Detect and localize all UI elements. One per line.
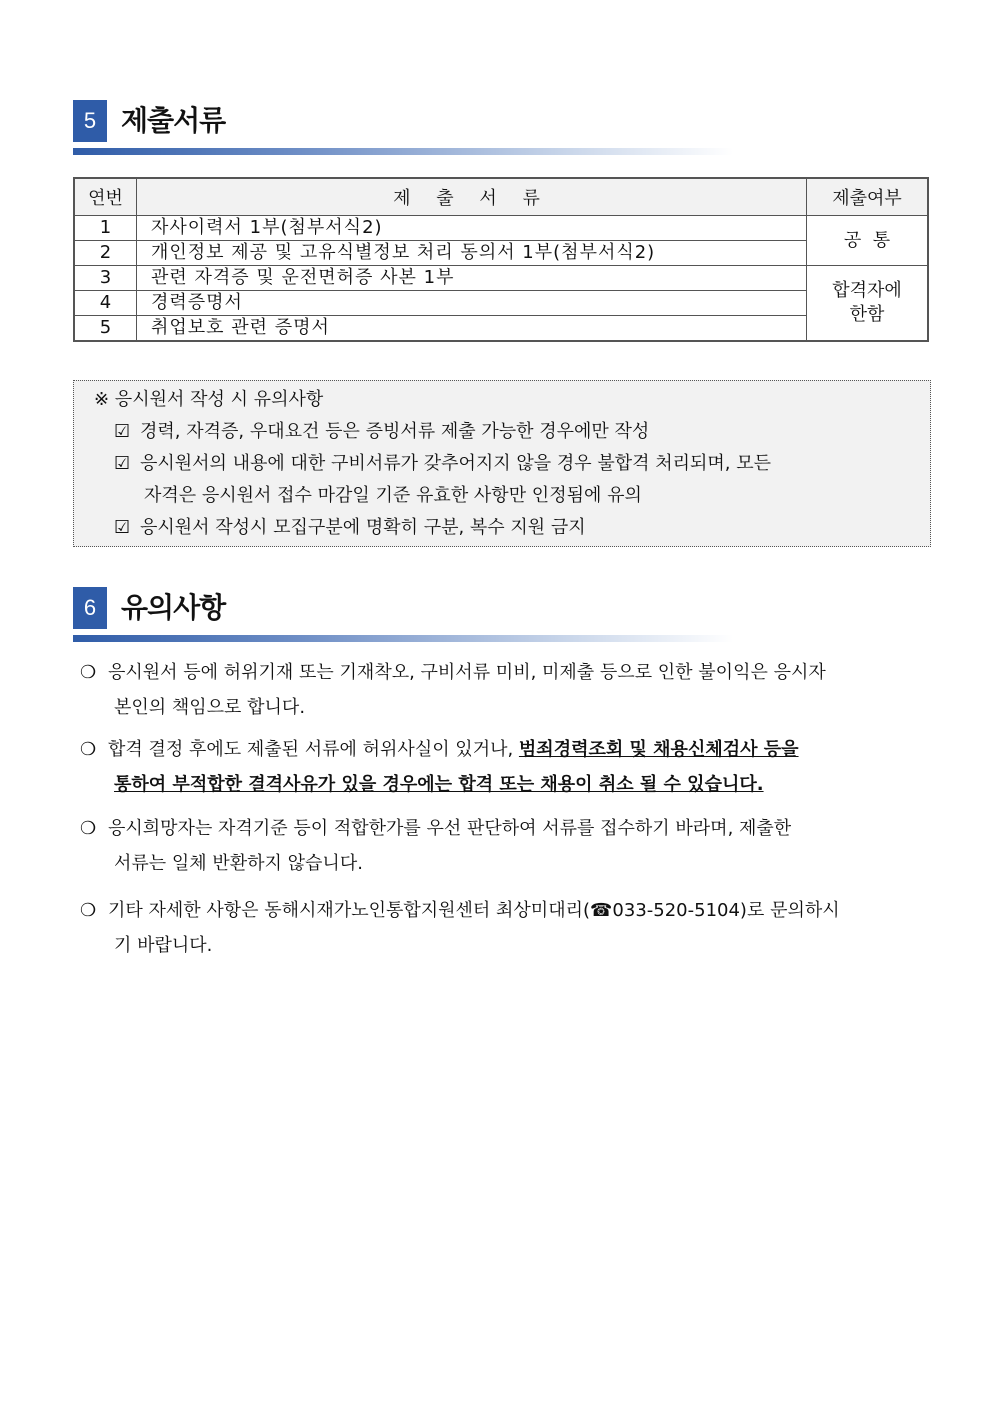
note-text: 기 바랍니다. [114,935,213,956]
note-item [80,732,925,802]
note-underlined-text: 범죄경력조회 및 채용신체검사 등을 [518,739,799,760]
note-text: 033-520-5104)로 문의하시 [612,900,840,921]
section-number: 5 [73,100,107,142]
note-text: 본인의 책임으로 합니다. [114,697,306,718]
circle-bullet-icon: ❍ [80,662,97,683]
circle-bullet-icon: ❍ [80,739,97,760]
note-item [80,811,925,881]
table-row [74,291,928,316]
row-doc: 취업보호 관련 증명서 [137,316,807,342]
submit-pass-line1: 합격자에 [832,280,902,301]
row-no: 5 [74,316,137,342]
phone-icon: ☎ [590,900,613,921]
section-title: 유의사항 [121,591,226,624]
row-doc: 자사이력서 1부(첨부서식2) [137,216,807,241]
header-no: 연번 [74,178,137,216]
section-title: 제출서류 [121,104,226,137]
row-doc: 관련 자격증 및 운전면허증 사본 1부 [137,266,807,291]
row-no: 4 [74,291,137,316]
table-row [74,241,928,266]
section-number: 6 [73,587,107,629]
table-row [74,216,928,241]
submit-pass-line2: 한함 [849,304,885,325]
notice-item-text: 경력, 자격증, 우대요건 등은 증빙서류 제출 가능한 경우에만 작성 [140,421,650,442]
section-underline [73,635,733,642]
note-item [80,655,925,725]
row-no: 3 [74,266,137,291]
submit-pass-only [807,266,929,342]
row-no: 1 [74,216,137,241]
row-no: 2 [74,241,137,266]
submit-common: 공 통 [807,216,929,266]
table-row [74,316,928,342]
documents-table [73,177,929,342]
notice-box [73,380,931,547]
note-underlined-text: 통하여 부적합한 결격사유가 있을 경우에는 합격 또는 채용이 취소 될 수 있습니다. [114,774,764,795]
note-text: 서류는 일체 반환하지 않습니다. [114,853,363,874]
checkbox-icon: ☑ [114,421,131,442]
note-item [80,893,925,963]
circle-bullet-icon: ❍ [80,900,97,921]
section-6-header [73,587,733,647]
notice-item [114,416,924,448]
circle-bullet-icon: ❍ [80,818,97,839]
table-row [74,266,928,291]
notice-title: ※ 응시원서 작성 시 유의사항 [94,389,324,410]
notice-item-continuation: 자격은 응시원서 접수 마감일 기준 유효한 사항만 인정됨에 유의 [144,485,642,506]
notice-item [114,448,924,480]
note-text: 응시원서 등에 허위기재 또는 기재착오, 구비서류 미비, 미제출 등으로 인한 불이익은 응시자 [108,662,826,683]
section-5-header [73,100,733,160]
header-submit: 제출여부 [807,178,929,216]
checkbox-icon: ☑ [114,517,131,538]
section-underline [73,148,733,155]
checkbox-icon: ☑ [114,453,131,474]
header-doc: 제 출 서 류 [137,178,807,216]
row-doc: 개인정보 제공 및 고유식별정보 처리 동의서 1부(첨부서식2) [137,241,807,266]
note-text: 응시희망자는 자격기준 등이 적합한가를 우선 판단하여 서류를 접수하기 바라며, 제출한 [108,818,792,839]
note-text: 합격 결정 후에도 제출된 서류에 허위사실이 있거나, [108,739,519,760]
note-text: 기타 자세한 사항은 동해시재가노인통합지원센터 최상미대리( [108,900,590,921]
row-doc: 경력증명서 [137,291,807,316]
table-header-row [74,178,928,216]
notice-item [114,512,924,544]
notice-item-text: 응시원서의 내용에 대한 구비서류가 갖추어지지 않을 경우 불합격 처리되며, 모든 [140,453,772,474]
notice-item-text: 응시원서 작성시 모집구분에 명확히 구분, 복수 지원 금지 [140,517,586,538]
